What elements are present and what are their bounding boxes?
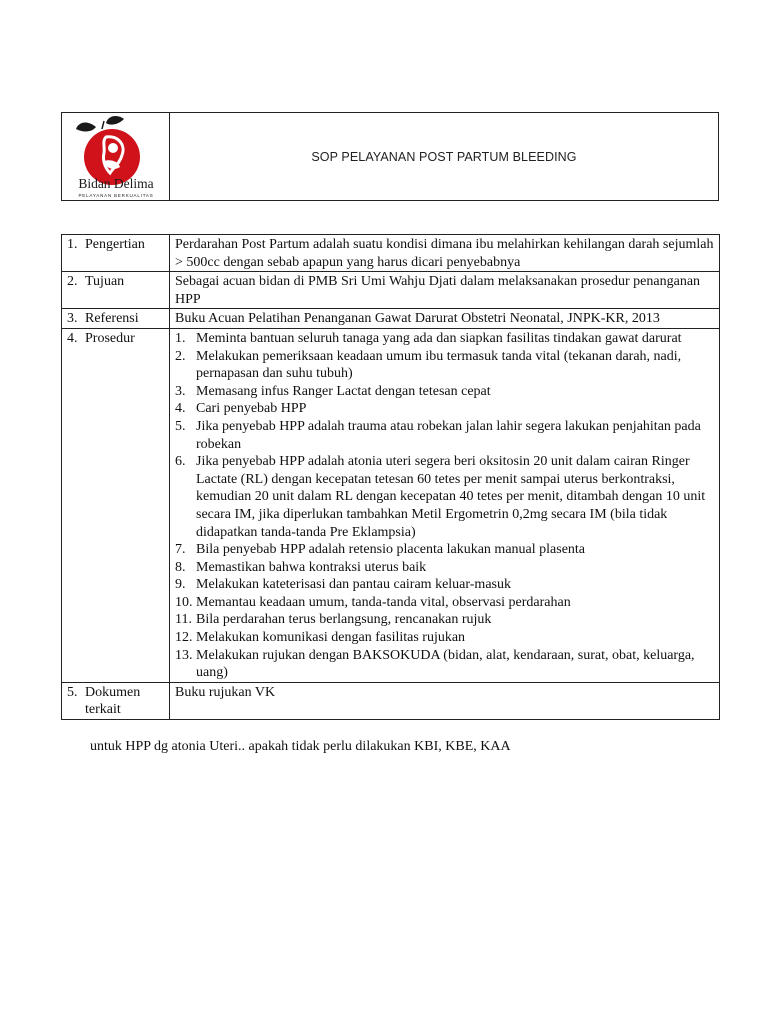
step-number: 10. [175, 594, 193, 610]
step-text: Melakukan pemeriksaan keadaan umum ibu termasuk tanda vital (tekanan darah, nadi, pernapasan dan suhu tubuh) [196, 348, 682, 382]
row-content: Sebagai acuan bidan di PMB Sri Umi Wahju Djati dalam melaksanakan prosedur penanganan HPP [170, 272, 720, 309]
header-box [61, 112, 719, 201]
procedure-step [175, 559, 714, 577]
table-row [62, 272, 720, 309]
step-text: Memasang infus Ranger Lactat dengan tetesan cepat [196, 383, 491, 399]
step-number: 9. [175, 577, 186, 593]
table-row [62, 328, 720, 682]
row-label: 4. Prosedur [62, 328, 170, 682]
procedure-step [175, 330, 714, 348]
step-number: 8. [175, 559, 186, 575]
step-text: Melakukan kateterisasi dan pantau cairam keluar-masuk [196, 577, 511, 593]
procedure-step [175, 629, 714, 647]
sop-table [61, 234, 720, 720]
row-label: 3. Referensi [62, 309, 170, 329]
document-title: SOP PELAYANAN POST PARTUM BLEEDING [311, 149, 577, 164]
step-number: 3. [175, 383, 186, 399]
row-content: Perdarahan Post Partum adalah suatu kondisi dimana ibu melahirkan kehilangan darah sejumlah > 500cc dengan sebab apapun yang harus dicari penyebabnya [170, 235, 720, 272]
row-label: 5. Dokumen terkait [62, 682, 170, 719]
procedure-cell [170, 328, 720, 682]
procedure-step [175, 611, 714, 629]
logo-tagline: PELAYANAN BERKUALITAS [78, 193, 154, 198]
procedure-step [175, 418, 714, 453]
step-text: Meminta bantuan seluruh tanaga yang ada dan siapkan fasilitas tindakan gawat darurat [196, 330, 682, 346]
logo-text: Bidan Delima [78, 176, 154, 191]
step-number: 7. [175, 542, 186, 558]
step-number: 2. [175, 348, 186, 364]
table-row [62, 309, 720, 329]
step-number: 5. [175, 418, 186, 434]
step-text: Bila perdarahan terus berlangsung, rencanakan rujuk [196, 612, 492, 628]
step-number: 1. [175, 330, 186, 346]
row-content: Buku rujukan VK [170, 682, 720, 719]
procedure-step [175, 453, 714, 541]
table-row [62, 682, 720, 719]
procedure-step [175, 383, 714, 401]
row-content: Buku Acuan Pelatihan Penanganan Gawat Darurat Obstetri Neonatal, JNPK-KR, 2013 [170, 309, 720, 329]
procedure-step [175, 541, 714, 559]
procedure-step [175, 647, 714, 682]
handwritten-note: untuk HPP dg atonia Uteri.. apakah tidak perlu dilakukan KBI, KBE, KAA [90, 739, 511, 754]
step-number: 6. [175, 454, 186, 470]
step-number: 4. [175, 401, 186, 417]
procedure-step [175, 400, 714, 418]
procedure-step [175, 576, 714, 594]
logo-cell [62, 113, 170, 200]
bidan-delima-logo [66, 115, 166, 199]
step-text: Memastikan bahwa kontraksi uterus baik [196, 559, 427, 575]
procedure-step [175, 348, 714, 383]
step-text: Jika penyebab HPP adalah atonia uteri segera beri oksitosin 20 unit dalam cairan Ringer Lactate (RL) dengan kecepatan tetesan 60 tetes per menit sampai uterus berkontraksi, kemudian 20 unit dalam RL dengan kecepatan 40 tetes per menit, ditambah dengan 10 unit secara IM, jika diperlukan tambahkan Metil Ergometrin 0,2mg secara IM (bila tidak didapatkan tanda-tanda Pre Eklampsia) [196, 454, 706, 540]
step-text: Melakukan rujukan dengan BAKSOKUDA (bidan, alat, kendaraan, surat, obat, keluarga, uang) [196, 647, 695, 681]
step-text: Cari penyebab HPP [196, 401, 307, 417]
table-row [62, 235, 720, 272]
row-label: 2. Tujuan [62, 272, 170, 309]
procedure-list [175, 330, 714, 682]
step-text: Bila penyebab HPP adalah retensio placenta lakukan manual plasenta [196, 542, 586, 558]
step-text: Jika penyebab HPP adalah trauma atau robekan jalan lahir segera lakukan penjahitan pada robekan [196, 418, 701, 452]
step-number: 11. [175, 612, 192, 628]
row-label: 1. Pengertian [62, 235, 170, 272]
procedure-step [175, 594, 714, 612]
step-number: 12. [175, 630, 193, 646]
step-text: Memantau keadaan umum, tanda-tanda vital, observasi perdarahan [196, 594, 571, 610]
step-text: Melakukan komunikasi dengan fasilitas rujukan [196, 630, 466, 646]
step-number: 13. [175, 647, 193, 663]
